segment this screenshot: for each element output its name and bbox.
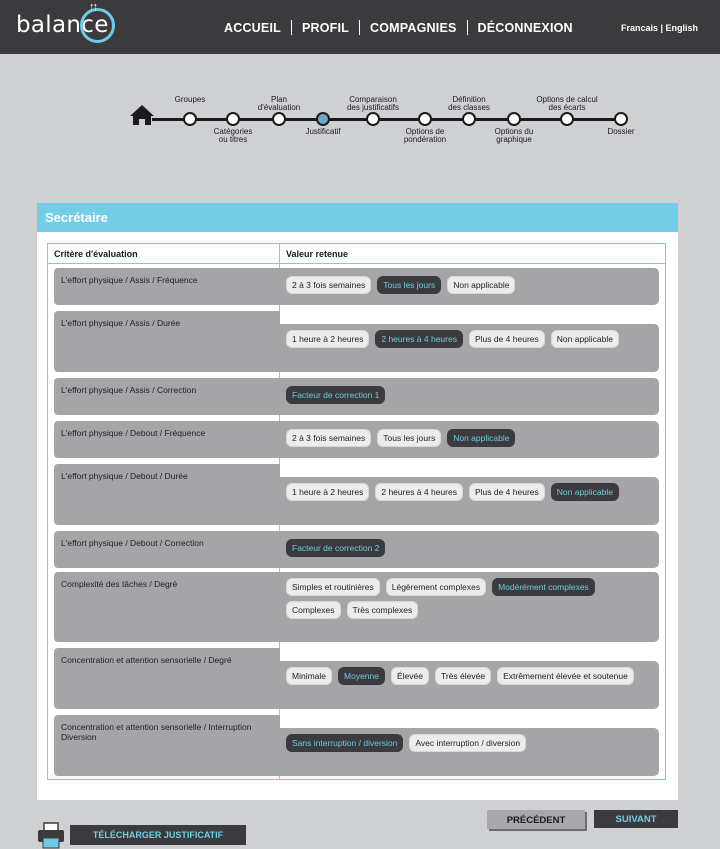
criteria-row — [54, 268, 659, 305]
step-dot[interactable] — [462, 112, 476, 126]
nav-accueil[interactable]: ACCUEIL — [224, 20, 281, 35]
step-label[interactable]: Options du graphique — [494, 127, 534, 144]
step-label[interactable]: Groupes — [174, 95, 206, 104]
options-group — [280, 268, 659, 305]
option-chip-selected[interactable]: Modérément complexes — [492, 578, 595, 596]
logo[interactable]: balance — [16, 12, 109, 38]
column-header-value: Valeur retenue — [286, 249, 349, 259]
option-chip[interactable]: Tous les jours — [377, 429, 441, 447]
options-group — [280, 421, 659, 458]
criterion-label: L'effort physique / Assis / Durée — [54, 311, 280, 372]
option-chip-selected[interactable]: Non applicable — [551, 483, 619, 501]
option-chip[interactable]: Très complexes — [347, 601, 419, 619]
options-group — [280, 477, 659, 525]
step-dot[interactable] — [366, 112, 380, 126]
option-chip-selected[interactable]: Non applicable — [447, 429, 515, 447]
option-chip[interactable]: 2 à 3 fois semaines — [286, 429, 371, 447]
top-bar — [0, 0, 720, 54]
step-dot[interactable] — [614, 112, 628, 126]
option-chip[interactable]: 1 heure à 2 heures — [286, 330, 369, 348]
logo-arrows-icon: ↑↑ — [89, 1, 96, 13]
criteria-row — [54, 715, 659, 776]
criteria-row — [54, 421, 659, 458]
option-chip-selected[interactable]: 2 heures à 4 heures — [375, 330, 463, 348]
stepper-track — [152, 118, 622, 121]
options-group — [280, 378, 659, 415]
main-nav — [214, 20, 583, 35]
option-chip[interactable]: Simples et routinières — [286, 578, 380, 596]
criteria-row — [54, 531, 659, 568]
step-dot[interactable] — [507, 112, 521, 126]
options-group — [280, 572, 659, 642]
option-chip-selected[interactable]: Sans interruption / diversion — [286, 734, 403, 752]
criterion-label: L'effort physique / Debout / Correction — [54, 531, 280, 568]
download-justification-button[interactable]: TÉLÉCHARGER JUSTIFICATIF — [70, 825, 246, 845]
criterion-label: Complexité des tâches / Degré — [54, 572, 280, 642]
criterion-label: L'effort physique / Assis / Correction — [54, 378, 280, 415]
criterion-label: Concentration et attention sensorielle / Interruption Diversion — [54, 715, 280, 776]
option-chip[interactable]: 1 heure à 2 heures — [286, 483, 369, 501]
criteria-table — [47, 243, 666, 780]
step-dot[interactable] — [272, 112, 286, 126]
option-chip[interactable]: Avec interruption / diversion — [409, 734, 526, 752]
options-group — [280, 531, 659, 568]
option-chip[interactable]: Non applicable — [447, 276, 515, 294]
options-group — [280, 661, 659, 709]
criterion-label: Concentration et attention sensorielle / Degré — [54, 648, 280, 709]
criterion-label: L'effort physique / Assis / Fréquence — [54, 268, 280, 305]
options-group — [280, 324, 659, 372]
evaluation-panel — [37, 203, 678, 800]
progress-stepper — [0, 90, 720, 150]
options-group — [280, 728, 659, 776]
nav-deconnexion[interactable]: DÉCONNEXION — [477, 20, 573, 35]
option-chip[interactable]: Plus de 4 heures — [469, 330, 545, 348]
step-dot[interactable] — [560, 112, 574, 126]
step-dot[interactable] — [316, 112, 330, 126]
criteria-row — [54, 648, 659, 709]
language-switch[interactable]: Francais | English — [620, 23, 698, 33]
step-dot[interactable] — [183, 112, 197, 126]
step-label[interactable]: Justificatif — [305, 127, 341, 136]
step-dot[interactable] — [226, 112, 240, 126]
option-chip[interactable]: Plus de 4 heures — [469, 483, 545, 501]
step-label[interactable]: Comparaison des justificatifs — [346, 95, 400, 112]
nav-profil[interactable]: PROFIL — [301, 20, 350, 35]
criteria-row — [54, 572, 659, 642]
option-chip[interactable]: Extrêmement élevée et soutenue — [497, 667, 634, 685]
criterion-label: L'effort physique / Debout / Fréquence — [54, 421, 280, 458]
home-icon[interactable] — [129, 104, 155, 126]
option-chip[interactable]: Élevée — [391, 667, 429, 685]
option-chip[interactable]: Légèrement complexes — [386, 578, 486, 596]
step-label[interactable]: Options de calcul des écarts — [536, 95, 598, 112]
option-chip[interactable]: Complexes — [286, 601, 341, 619]
option-chip-selected[interactable]: Facteur de correction 1 — [286, 386, 385, 404]
header-divider — [48, 263, 665, 264]
option-chip[interactable]: 2 heures à 4 heures — [375, 483, 463, 501]
step-dot[interactable] — [418, 112, 432, 126]
step-label[interactable]: Options de pondération — [403, 127, 447, 144]
step-label[interactable]: Définition des classes — [448, 95, 490, 112]
option-chip[interactable]: Minimale — [286, 667, 332, 685]
option-chip[interactable]: Très élevée — [435, 667, 491, 685]
step-label[interactable]: Catégories ou titres — [213, 127, 253, 144]
printer-icon[interactable] — [37, 822, 65, 849]
option-chip-selected[interactable]: Facteur de correction 2 — [286, 539, 385, 557]
option-chip-selected[interactable]: Tous les jours — [377, 276, 441, 294]
option-chip[interactable]: 2 à 3 fois semaines — [286, 276, 371, 294]
step-label[interactable]: Plan d'évaluation — [257, 95, 301, 112]
previous-button[interactable]: PRÉCÉDENT — [487, 810, 585, 829]
criterion-label: L'effort physique / Debout / Durée — [54, 464, 280, 525]
logo-ring — [80, 8, 115, 43]
criteria-row — [54, 378, 659, 415]
panel-title: Secrétaire — [37, 203, 678, 232]
option-chip-selected[interactable]: Moyenne — [338, 667, 385, 685]
next-button[interactable]: SUIVANT — [594, 810, 678, 828]
nav-compagnies[interactable]: COMPAGNIES — [370, 20, 457, 35]
column-header-criteria: Critère d'évaluation — [54, 249, 138, 259]
step-label[interactable]: Dossier — [607, 127, 635, 136]
criteria-row — [54, 311, 659, 372]
criteria-row — [54, 464, 659, 525]
option-chip[interactable]: Non applicable — [551, 330, 619, 348]
